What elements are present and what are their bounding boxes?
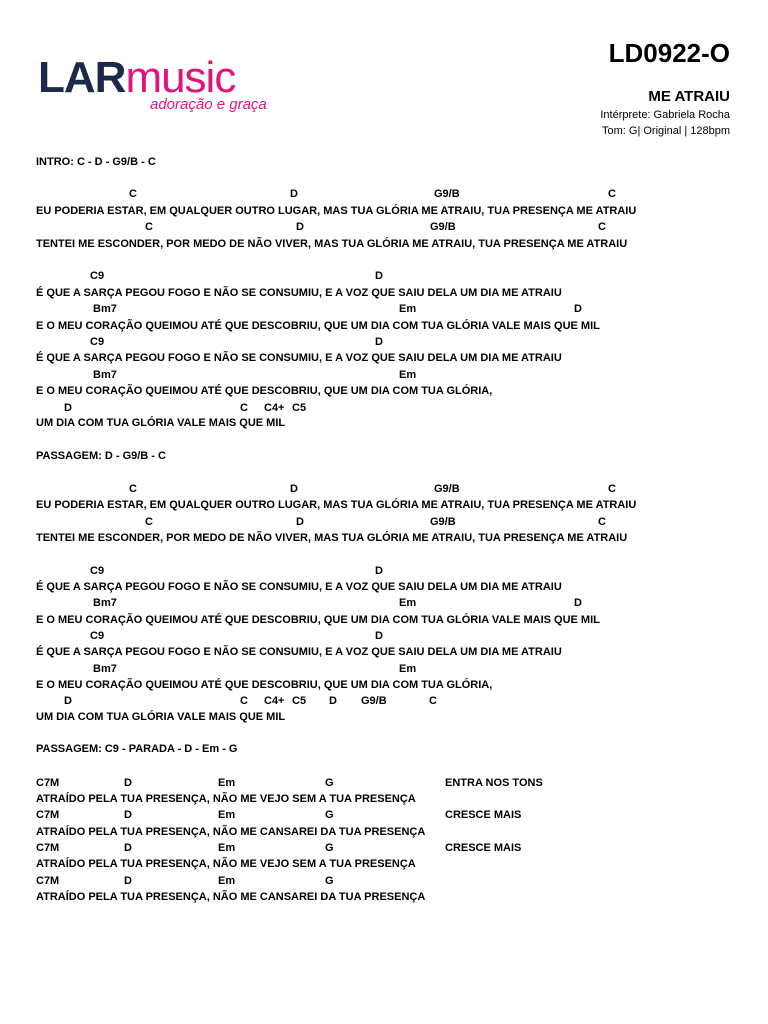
- chord: Bm7: [93, 597, 117, 609]
- chord: G9/B: [361, 695, 387, 707]
- song-title: ME ATRAIU: [648, 88, 730, 105]
- chord: D: [329, 695, 337, 707]
- chord: C7M: [36, 875, 60, 887]
- chord: C: [240, 695, 248, 707]
- chord: C: [145, 221, 153, 233]
- chord: C9: [90, 630, 105, 642]
- chord: Em: [399, 369, 417, 381]
- chord: C: [608, 483, 616, 495]
- chord: D: [124, 809, 132, 821]
- chord: D: [290, 483, 298, 495]
- chord: Bm7: [93, 369, 117, 381]
- chord: C7M: [36, 842, 60, 854]
- lyric-line: E O MEU CORAÇÃO QUEIMOU ATÉ QUE DESCOBRIU, QUE UM DIA COM TUA GLÓRIA VALE MAIS QUE MIL: [36, 320, 600, 332]
- chord: C5: [292, 695, 307, 707]
- chord: Em: [218, 875, 236, 887]
- chord: G: [325, 875, 334, 887]
- chord: D: [375, 270, 383, 282]
- lyric-line: UM DIA COM TUA GLÓRIA VALE MAIS QUE MIL: [36, 417, 286, 429]
- logo-wordmark: [38, 53, 236, 102]
- chord: D: [124, 777, 132, 789]
- lyric-line: É QUE A SARÇA PEGOU FOGO E NÃO SE CONSUMIU, E A VOZ QUE SAIU DELA UM DIA ME ATRAIU: [36, 352, 562, 364]
- chord: C: [145, 516, 153, 528]
- chord: G9/B: [430, 221, 456, 233]
- chord: C: [129, 483, 137, 495]
- lyric-line: ATRAÍDO PELA TUA PRESENÇA, NÃO ME CANSAREI DA TUA PRESENÇA: [36, 891, 426, 903]
- performance-note: CRESCE MAIS: [445, 842, 522, 854]
- passage-line: PASSAGEM: C9 - PARADA - D - Em - G: [36, 743, 238, 755]
- chord: C4+: [264, 402, 285, 414]
- chord: D: [574, 597, 582, 609]
- lyric-line: EU PODERIA ESTAR, EM QUALQUER OUTRO LUGAR, MAS TUA GLÓRIA ME ATRAIU, TUA PRESENÇA ME ATRAIU: [36, 205, 637, 217]
- chord: G: [325, 809, 334, 821]
- chord: Em: [399, 303, 417, 315]
- intro-line: INTRO: C - D - G9/B - C: [36, 156, 156, 168]
- chord: C: [429, 695, 437, 707]
- chord: C7M: [36, 777, 60, 789]
- chord: C: [129, 188, 137, 200]
- chord: Bm7: [93, 663, 117, 675]
- chord: C9: [90, 270, 105, 282]
- larmusic-logo: [38, 53, 288, 120]
- chord: Em: [218, 777, 236, 789]
- chord: G: [325, 777, 334, 789]
- chord: D: [64, 402, 72, 414]
- chord: C: [598, 516, 606, 528]
- chord: C9: [90, 336, 105, 348]
- chord: C: [240, 402, 248, 414]
- chord: D: [124, 842, 132, 854]
- chord: C5: [292, 402, 307, 414]
- chord: D: [574, 303, 582, 315]
- performance-note: ENTRA NOS TONS: [445, 777, 543, 789]
- chord: Bm7: [93, 303, 117, 315]
- performer: Intérprete: Gabriela Rocha: [600, 109, 730, 121]
- chord: G: [325, 842, 334, 854]
- performance-note: CRESCE MAIS: [445, 809, 522, 821]
- chord: G9/B: [434, 483, 460, 495]
- chord: D: [375, 336, 383, 348]
- key-info: Tom: G| Original | 128bpm: [602, 125, 730, 137]
- chord: D: [296, 221, 304, 233]
- lyric-line: TENTEI ME ESCONDER, POR MEDO DE NÃO VIVER, MAS TUA GLÓRIA ME ATRAIU, TUA PRESENÇA ME ATRAIU: [36, 238, 628, 250]
- chord: Em: [218, 809, 236, 821]
- chord: C7M: [36, 809, 60, 821]
- chord: Em: [399, 597, 417, 609]
- lyric-line: TENTEI ME ESCONDER, POR MEDO DE NÃO VIVER, MAS TUA GLÓRIA ME ATRAIU, TUA PRESENÇA ME ATRAIU: [36, 532, 628, 544]
- lyric-line: ATRAÍDO PELA TUA PRESENÇA, NÃO ME CANSAREI DA TUA PRESENÇA: [36, 826, 426, 838]
- chord: D: [124, 875, 132, 887]
- chord: D: [290, 188, 298, 200]
- lyric-line: UM DIA COM TUA GLÓRIA VALE MAIS QUE MIL: [36, 711, 286, 723]
- song-code: LD0922-O: [608, 38, 730, 68]
- chord: G9/B: [434, 188, 460, 200]
- chord: D: [375, 565, 383, 577]
- lyric-line: É QUE A SARÇA PEGOU FOGO E NÃO SE CONSUMIU, E A VOZ QUE SAIU DELA UM DIA ME ATRAIU: [36, 287, 562, 299]
- lyric-line: ATRAÍDO PELA TUA PRESENÇA, NÃO ME VEJO SEM A TUA PRESENÇA: [36, 793, 416, 805]
- passage-line: PASSAGEM: D - G9/B - C: [36, 450, 166, 462]
- chord: Em: [218, 842, 236, 854]
- lyric-line: E O MEU CORAÇÃO QUEIMOU ATÉ QUE DESCOBRIU, QUE UM DIA COM TUA GLÓRIA,: [36, 385, 493, 397]
- chord: C9: [90, 565, 105, 577]
- lyric-line: E O MEU CORAÇÃO QUEIMOU ATÉ QUE DESCOBRIU, QUE UM DIA COM TUA GLÓRIA,: [36, 679, 493, 691]
- lyric-line: EU PODERIA ESTAR, EM QUALQUER OUTRO LUGAR, MAS TUA GLÓRIA ME ATRAIU, TUA PRESENÇA ME ATRAIU: [36, 499, 637, 511]
- lyric-line: É QUE A SARÇA PEGOU FOGO E NÃO SE CONSUMIU, E A VOZ QUE SAIU DELA UM DIA ME ATRAIU: [36, 581, 562, 593]
- chord: D: [64, 695, 72, 707]
- logo-music: music: [125, 53, 236, 102]
- lyric-line: E O MEU CORAÇÃO QUEIMOU ATÉ QUE DESCOBRIU, QUE UM DIA COM TUA GLÓRIA VALE MAIS QUE MIL: [36, 614, 600, 626]
- chord: Em: [399, 663, 417, 675]
- chord: C: [608, 188, 616, 200]
- lyric-line: É QUE A SARÇA PEGOU FOGO E NÃO SE CONSUMIU, E A VOZ QUE SAIU DELA UM DIA ME ATRAIU: [36, 646, 562, 658]
- lyric-line: ATRAÍDO PELA TUA PRESENÇA, NÃO ME VEJO SEM A TUA PRESENÇA: [36, 858, 416, 870]
- chord: G9/B: [430, 516, 456, 528]
- chord: D: [375, 630, 383, 642]
- chord: D: [296, 516, 304, 528]
- chord: C: [598, 221, 606, 233]
- chord: C4+: [264, 695, 285, 707]
- logo-tagline: adoração e graça: [150, 96, 267, 113]
- logo-lar: LAR: [38, 53, 126, 102]
